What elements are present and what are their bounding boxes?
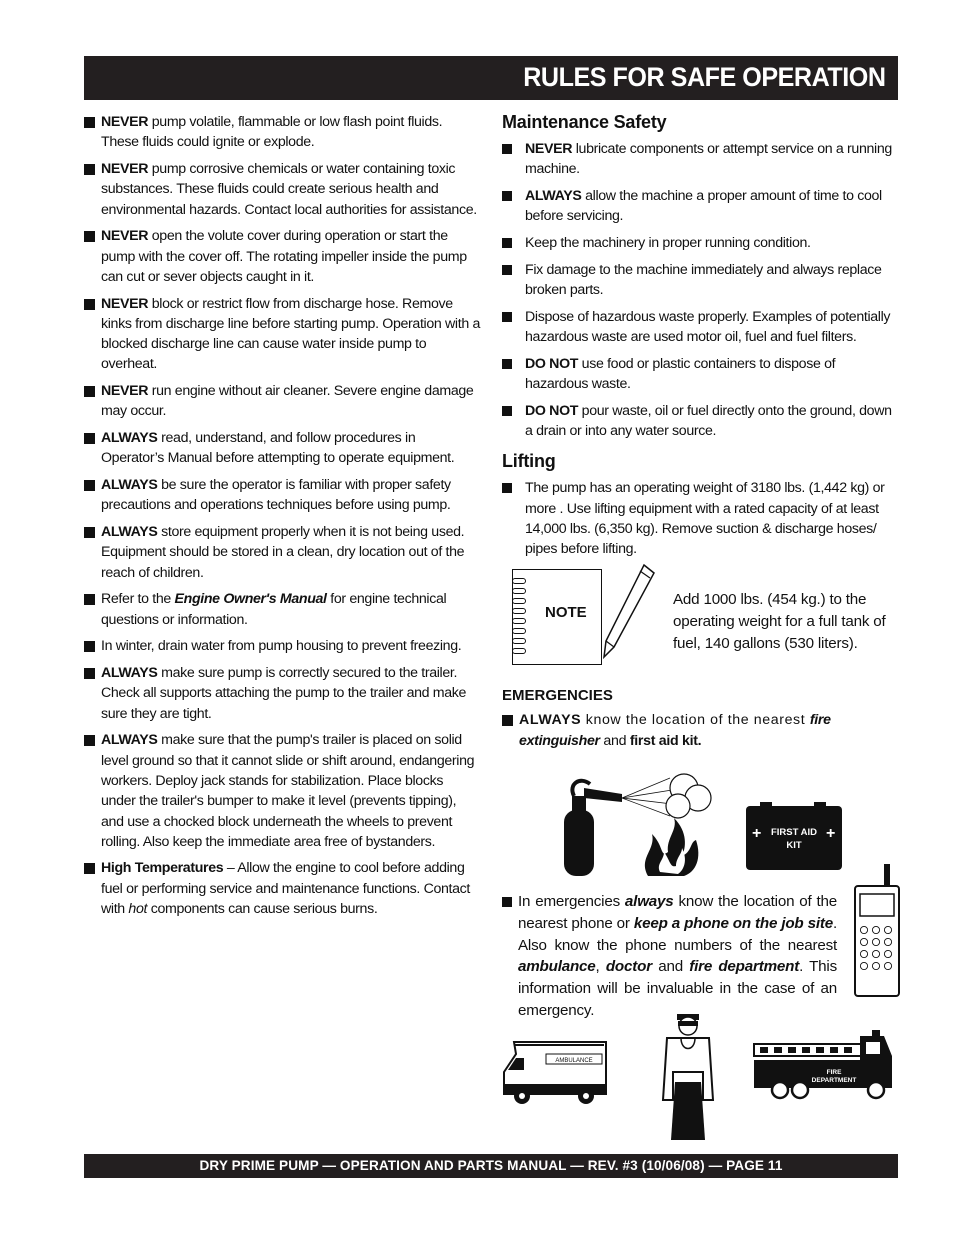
item-keyword: DO NOT <box>525 402 579 419</box>
list-item <box>502 233 898 253</box>
fire-truck-label-1: FIRE <box>826 1069 842 1076</box>
item-keyword: ALWAYS <box>519 712 582 729</box>
plus-icon: + <box>826 825 836 842</box>
item-keyword: NEVER <box>101 295 149 312</box>
item-text: use food or plastic containers to dispose of hazardous waste. <box>525 355 836 392</box>
notepad-icon <box>512 569 602 665</box>
bullet-icon <box>84 735 95 746</box>
list-item <box>84 522 480 583</box>
engine-manual-ref: Engine Owner's Manual <box>174 591 327 608</box>
list-item <box>502 478 898 559</box>
list-item <box>84 636 480 656</box>
list-item <box>502 260 898 301</box>
item-text: store equipment properly when it is not being used. Equipment should be stored in a clean, dry location out of the reach of children. <box>101 524 465 581</box>
fire-truck-icon <box>752 1030 900 1100</box>
bullet-icon <box>502 406 512 416</box>
bullet-icon <box>84 668 95 679</box>
item-text: pour waste, oil or fuel directly onto the ground, down a drain or into any water source. <box>525 402 892 439</box>
item-text: Dispose of hazardous waste properly. Examples of potentially hazardous waste are used motor oil, fuel and fuel filters. <box>525 308 891 345</box>
bullet-icon <box>502 359 512 369</box>
list-item <box>84 381 480 422</box>
bullet-icon <box>502 715 513 726</box>
first-aid-label-1: FIRST AID <box>770 827 818 838</box>
item-text: be sure the operator is familiar with proper safety precautions and operations techniques before using pump. <box>101 477 451 514</box>
item-keyword: NEVER <box>525 141 573 157</box>
emphasis-doctor: doctor <box>605 958 652 976</box>
page-title: RULES FOR SAFE OPERATION <box>523 62 886 92</box>
item-keyword: High Temperatures <box>101 860 224 877</box>
list-item <box>84 428 480 469</box>
emphasis-fire-department: fire department <box>689 958 800 976</box>
item-keyword: ALWAYS <box>101 477 158 494</box>
page-header <box>84 56 898 100</box>
ambulance-icon <box>502 1040 610 1108</box>
item-text: lubricate components or attempt service on a running machine. <box>525 141 892 178</box>
spiral-ring <box>512 618 526 624</box>
spiral-ring <box>512 648 526 654</box>
page-footer <box>84 1154 898 1178</box>
item-text: – Allow the engine to cool before adding fuel or performing service and maintenance functions. Contact with <box>101 860 471 918</box>
item-text: components can cause serious burns. <box>147 901 378 918</box>
item-text: . This information will be invaluable in the case of an emergency. <box>518 958 837 1019</box>
bullet-icon <box>84 594 95 605</box>
fire-extinguisher-ref: fire extinguisher <box>519 712 831 749</box>
spiral-ring <box>512 598 526 604</box>
ambulance-label: AMBULANCE <box>555 1058 593 1064</box>
list-item <box>84 589 480 630</box>
item-keyword: ALWAYS <box>101 524 158 541</box>
note-label: NOTE <box>545 604 587 622</box>
emphasis-ambulance: ambulance <box>518 958 596 976</box>
bullet-icon <box>84 386 95 397</box>
emphasis-always: always <box>624 893 674 910</box>
bullet-icon <box>84 164 95 175</box>
item-keyword: NEVER <box>101 160 149 177</box>
list-item <box>502 186 898 227</box>
maintenance-heading: Maintenance Safety <box>502 112 667 132</box>
item-text: and <box>651 958 690 976</box>
bullet-icon <box>502 191 512 201</box>
bullet-icon <box>84 299 95 310</box>
list-item <box>84 159 480 220</box>
bullet-icon <box>502 238 512 248</box>
item-keyword: ALWAYS <box>101 732 158 749</box>
item-text: for engine technical questions or information. <box>101 591 447 628</box>
item-text: Fix damage to the machine immediately and always replace broken parts. <box>525 261 882 298</box>
item-text: pump corrosive chemicals or water containing toxic substances. These fluids could create serious health and environmental hazards. Contact local authorities for assistance. <box>101 160 477 218</box>
list-item <box>84 475 480 516</box>
bullet-icon <box>84 480 95 491</box>
item-text: . Also know the phone numbers of the nearest <box>518 914 837 954</box>
bullet-icon <box>502 312 512 322</box>
bullet-icon <box>84 527 95 538</box>
item-keyword: ALWAYS <box>525 187 582 204</box>
item-text: pump volatile, flammable or low flash point fluids. These fluids could ignite or explode. <box>101 114 443 151</box>
list-item <box>84 294 480 375</box>
list-item <box>84 112 480 153</box>
lifting-heading: Lifting <box>502 451 556 472</box>
bullet-icon <box>84 863 95 874</box>
bullet-icon <box>502 483 512 493</box>
plus-icon: + <box>752 825 762 842</box>
bullet-icon <box>502 897 512 907</box>
bullet-icon <box>502 144 512 154</box>
note-text: Add 1000 lbs. (454 kg.) to the operating weight for a full tank of fuel, 140 gallons (530 liters). <box>673 591 886 653</box>
first-aid-kit-icon <box>744 802 844 872</box>
item-text: hot <box>128 901 148 918</box>
spiral-ring <box>512 578 526 584</box>
item-keyword: ALWAYS <box>101 430 158 447</box>
item-text: Keep the machinery in proper running condition. <box>525 234 811 251</box>
item-text: In emergencies <box>518 893 625 910</box>
footer-text: DRY PRIME PUMP — OPERATION AND PARTS MANUAL — REV. #3 (10/06/08) — PAGE 11 <box>199 1158 783 1173</box>
item-text: The pump has an operating weight of 3180 lbs. (1,442 kg) or more . Use lifting equipment with a rated capacity of at least 14,000 lbs. (6,350 kg). Remove suction & discharge hoses/ pipes before lifting. <box>525 480 885 558</box>
bullet-icon <box>84 231 95 242</box>
item-text: know the location of the nearest <box>581 712 810 729</box>
item-text: and <box>599 732 630 749</box>
bullet-icon <box>502 265 512 275</box>
list-item <box>502 354 898 395</box>
emphasis-keep-phone: keep a phone on the job site <box>633 914 833 932</box>
item-keyword: NEVER <box>101 383 149 400</box>
list-item <box>84 730 480 852</box>
note-box <box>502 569 898 679</box>
spiral-ring <box>512 588 526 594</box>
list-item <box>502 307 898 348</box>
phone-icon <box>852 864 902 1000</box>
list-item <box>502 401 898 442</box>
item-text: Refer to the <box>101 591 175 608</box>
list-item <box>84 858 480 919</box>
item-text: run engine without air cleaner. Severe engine damage may occur. <box>101 383 474 420</box>
list-item <box>502 139 898 180</box>
right-column <box>502 112 898 757</box>
pencil-icon <box>600 561 660 665</box>
first-aid-label-2: KIT <box>786 840 802 851</box>
spiral-ring <box>512 628 526 634</box>
item-text: In winter, drain water from pump housing to prevent freezing. <box>101 638 462 655</box>
spiral-ring <box>512 638 526 644</box>
item-text: make sure that the pump's trailer is placed on solid level ground so that it cannot slide or shift around, endangering workers. Deploy jack stands for stabilization. Place blocks under the trailer's bumper to make it level (prevents tipping), and use a chocked block underneath the wheels to prevent rolling. Also keep the immediate area free of bystanders. <box>101 732 475 850</box>
emergencies-heading: EMERGENCIES <box>502 687 613 705</box>
item-text: know the location of the nearest phone or <box>518 893 837 932</box>
item-text: open the volute cover during operation or start the pump with the cover off. The rotating impeller inside the pump can cut or sever objects caught in it. <box>101 228 467 285</box>
left-column <box>84 112 480 926</box>
item-text: make sure pump is correctly secured to the trailer. Check all supports attaching the pump to the trailer and make sure they are tight. <box>101 665 467 722</box>
bullet-icon <box>84 641 95 652</box>
first-aid-ref: first aid kit. <box>629 732 702 749</box>
bullet-icon <box>84 117 95 128</box>
item-text: block or restrict flow from discharge hose. Remove kinks from discharge line before starting pump. Operation with a blocked discharge line can cause water inside pump to overheat. <box>101 295 480 373</box>
list-item <box>84 226 480 287</box>
item-keyword: DO NOT <box>525 355 579 372</box>
fire-truck-label-2: DEPARTMENT <box>811 1077 857 1084</box>
doctor-icon <box>659 1012 719 1142</box>
list-item <box>84 663 480 724</box>
item-keyword: ALWAYS <box>101 665 158 682</box>
item-keyword: NEVER <box>101 228 149 245</box>
item-text: read, understand, and follow procedures in Operator’s Manual before attempting to operate equipment. <box>101 430 455 467</box>
list-item <box>502 710 898 751</box>
item-keyword: NEVER <box>101 114 149 130</box>
fire-extinguisher-icon <box>560 768 720 878</box>
phone-paragraph <box>502 891 837 1022</box>
item-text: , <box>595 958 606 976</box>
item-text: allow the machine a proper amount of time to cool before servicing. <box>525 187 882 225</box>
spiral-ring <box>512 608 526 614</box>
bullet-icon <box>84 433 95 444</box>
